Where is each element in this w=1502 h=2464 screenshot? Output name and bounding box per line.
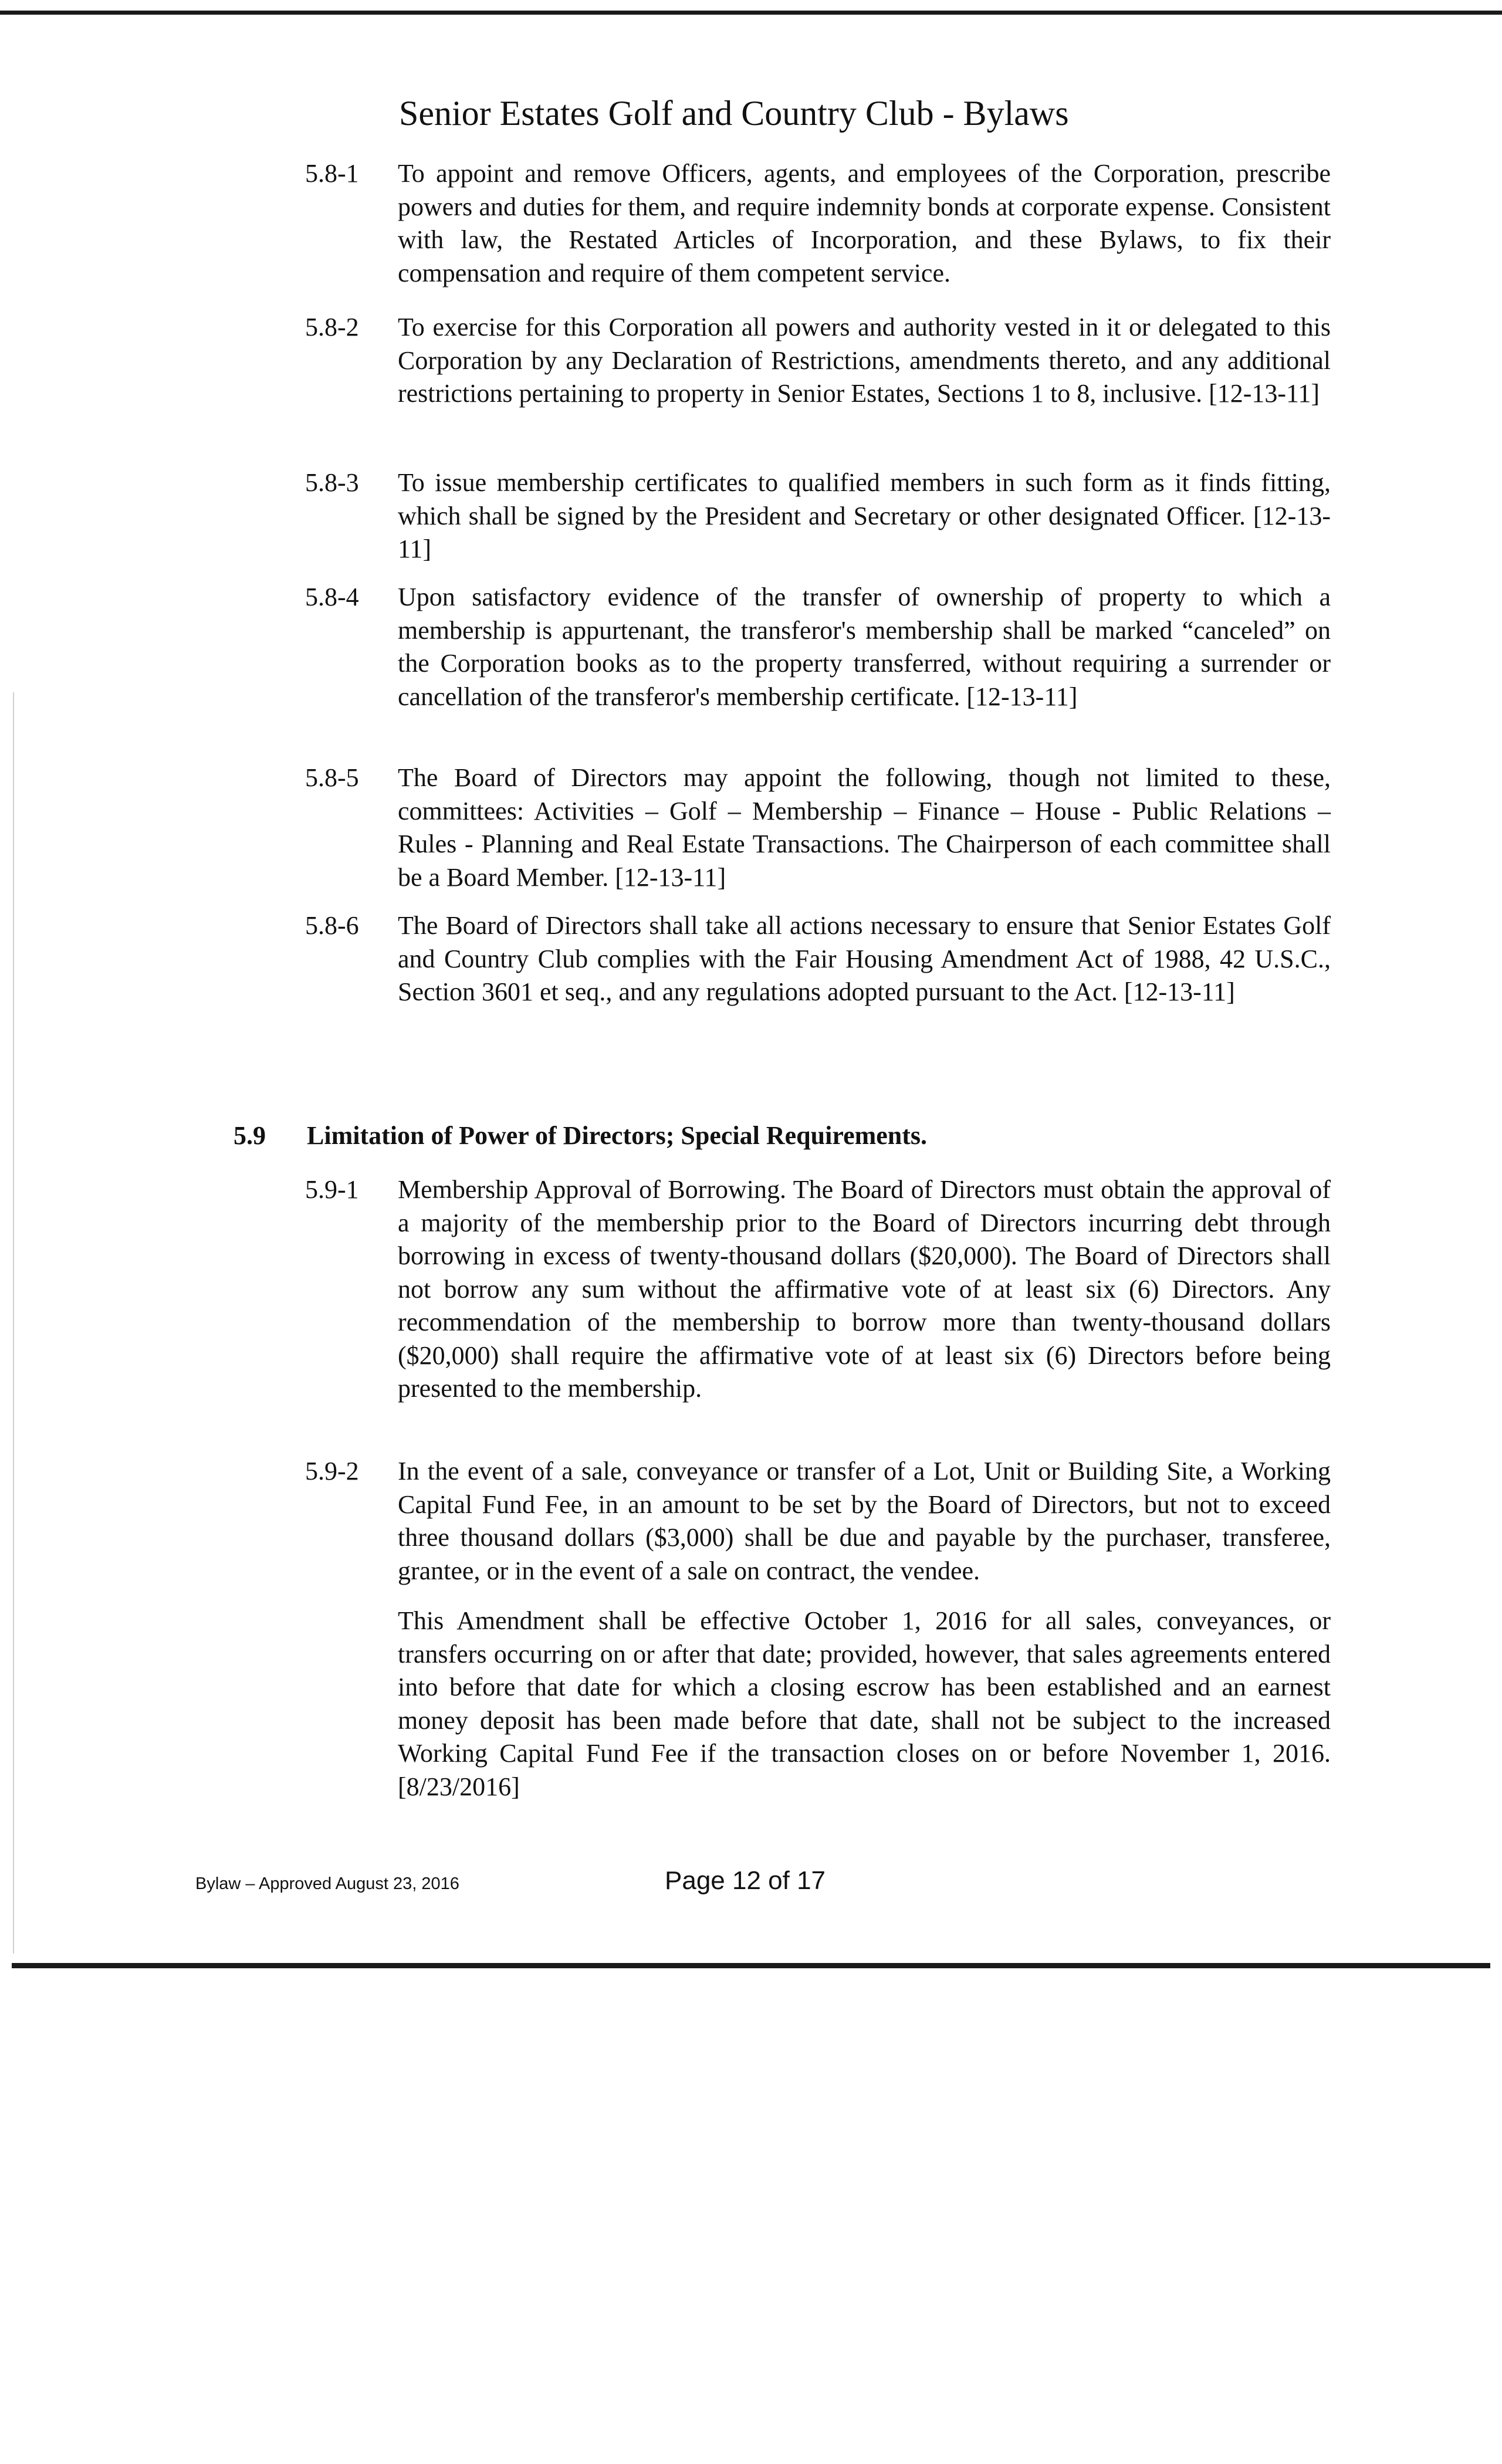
item-text: In the event of a sale, conveyance or transfer of a Lot, Unit or Building Site, a Working Capital Fund Fee, in an amount to be set by the Board of Directors, but not to exceed three thousand dollars ($3,000) shall be due and payable by the purchaser, transferee, grantee, or in the event of a sale on contract, the vendee. (398, 1457, 1331, 1585)
item-number: 5.8-5 (305, 763, 359, 792)
section-number: 5.9 (234, 1121, 266, 1150)
item-number: 5.8-1 (305, 159, 359, 188)
scan-edge-left (13, 692, 14, 1954)
item-number: 5.8-2 (305, 313, 359, 341)
amendment-text: This Amendment shall be effective October 1, 2016 for all sales, conveyances, or transfers occurring on or after that date; provided, however, that sales agreements entered into before that date for which a closing escrow has been established and an earnest money deposit has been made before that date, shall not be subject to the increased Working Capital Fund Fee if the transaction closes on or before November 1, 2016. [8/23/2016] (398, 1606, 1331, 1801)
item-number: 5.8-3 (305, 468, 359, 497)
footer-approval-note: Bylaw – Approved August 23, 2016 (195, 1874, 459, 1893)
page-header-title: Senior Estates Golf and Country Club - Bylaws (399, 94, 1069, 133)
scan-border-top (0, 11, 1502, 15)
item-text: Membership Approval of Borrowing. The Board of Directors must obtain the approval of a majority of the membership prior to the Board of Directors incurring debt through borrowing in excess of twenty-thousand dollars ($20,000). The Board of Directors shall not borrow any sum without the affirmative vote of at least six (6) Directors. Any recommendation of the membership to borrow more than twenty-thousand dollars ($20,000) shall require the affirmative vote of at least six (6) Directors before being presented to the membership. (398, 1175, 1331, 1403)
item-number: 5.8-6 (305, 911, 359, 940)
item-text: The Board of Directors shall take all actions necessary to ensure that Senior Estates Golf and Country Club complies with the Fair Housing Amendment Act of 1988, 42 U.S.C., Section 3601 et seq., and any regulations adopted pursuant to the Act. [12-13-11] (398, 911, 1331, 1006)
item-text: To issue membership certificates to qualified members in such form as it finds fitting, which shall be signed by the President and Secretary or other designated Officer. [12-13-11] (398, 468, 1331, 563)
item-number: 5.9-1 (305, 1175, 359, 1204)
item-text: The Board of Directors may appoint the following, though not limited to these, committees: Activities – Golf – Membership – Finance – House - Public Relations – Rules - Planning and Real Estate Transactions. The Chairperson of each committee shall be a Board Member. [12-13-11] (398, 763, 1331, 892)
scan-border-bottom (12, 1963, 1490, 1968)
item-text: To exercise for this Corporation all powers and authority vested in it or delegated to this Corporation by any Declaration of Restrictions, amendments thereto, and any additional restrictions pertaining to property in Senior Estates, Sections 1 to 8, inclusive. [12-13-11] (398, 313, 1331, 408)
item-number: 5.9-2 (305, 1457, 359, 1485)
item-text: Upon satisfactory evidence of the transfer of ownership of property to which a membership is appurtenant, the transferor's membership shall be marked “canceled” on the Corporation books as to the property transferred, without requiring a surrender or cancellation of the transferor's membership certificate. [12-13-11] (398, 583, 1331, 711)
footer-page-number: Page 12 of 17 (665, 1866, 826, 1895)
item-text: To appoint and remove Officers, agents, and employees of the Corporation, prescribe powers and duties for them, and require indemnity bonds at corporate expense. Consistent with law, the Restated Articles of Incorporation, and these Bylaws, to fix their compensation and require of them competent service. (398, 159, 1331, 287)
item-number: 5.8-4 (305, 583, 359, 611)
section-title: Limitation of Power of Directors; Special Requirements. (307, 1121, 928, 1150)
